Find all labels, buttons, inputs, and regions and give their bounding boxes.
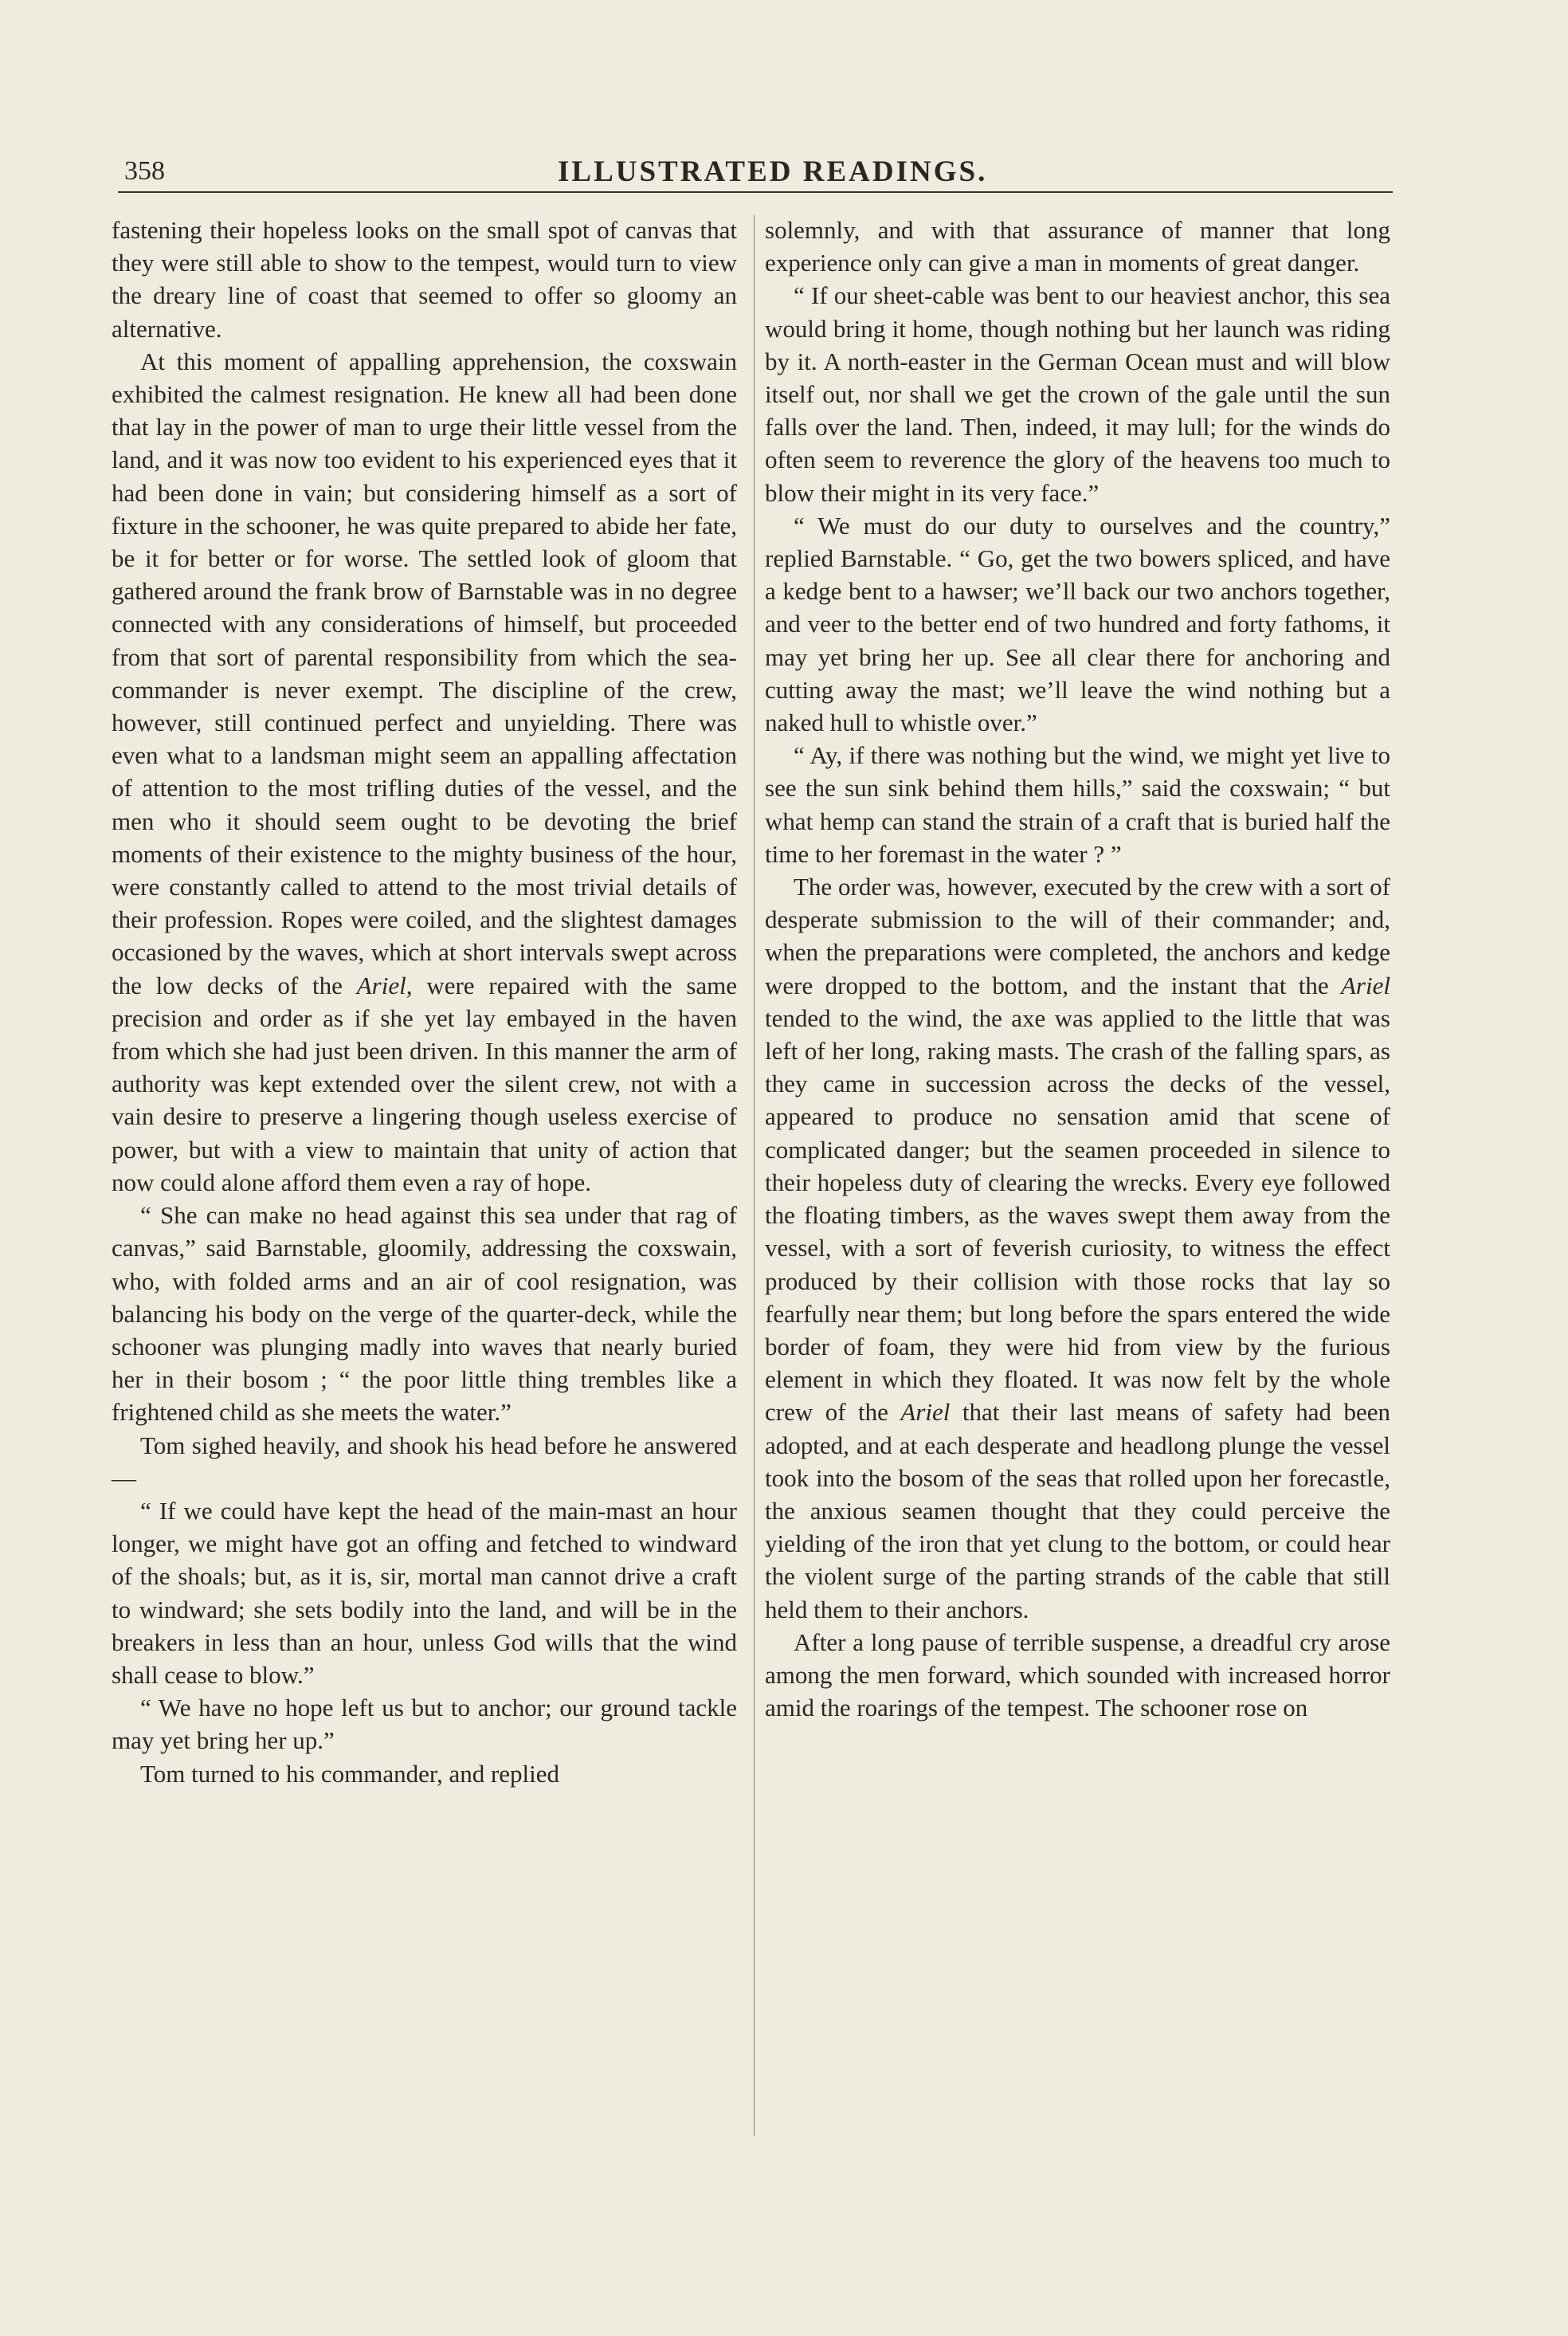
running-title: ILLUSTRATED READINGS. bbox=[558, 155, 988, 188]
paragraph: “ We must do our duty to ourselves and the country,” replied Barnstable. “ Go, get the two bowers spliced, and have a kedge bent to a hawser; we’ll back our two anchors together, and veer to the better end of two hundred and forty fathoms, it may yet bring her up. See all clear there for anchoring and cutting away the mast; we’ll leave the wind nothing but a naked hull to whistle over.” bbox=[765, 511, 1390, 737]
paragraph: “ If our sheet-cable was bent to our heaviest anchor, this sea would bring it home, though nothing but her launch was riding by it. A north-easter in the German Ocean must and will blow itself out, nor shall we get the crown of the gale until the sun falls over the land. Then, indeed, it may lull; for the winds do often seem to reverence the glory of the heavens too much to blow their might in its very face.” bbox=[765, 281, 1390, 507]
paragraph: After a long pause of terrible suspense, a dreadful cry arose among the men forward, which sounded with increased horror amid the roarings of the tempest. The schooner rose on bbox=[765, 1627, 1390, 1722]
ship-name: Ariel bbox=[900, 1398, 951, 1427]
left-text-column bbox=[112, 214, 737, 2142]
paragraph: solemnly, and with that assurance of manner that long experience only can give a man in moments of great danger. bbox=[765, 216, 1390, 277]
right-text-column bbox=[765, 214, 1390, 2142]
page-header bbox=[118, 151, 1393, 193]
paragraph: “ If we could have kept the head of the main-mast an hour longer, we might have got an offing and fetched to windward of the shoals; but, as it is, sir, mortal man cannot drive a craft to windward; she sets bodily into the land, and will be in the breakers in less than an hour, unless God wills that the wind shall cease to blow.” bbox=[112, 1496, 737, 1689]
paragraph: Tom sighed heavily, and shook his head before he answered— bbox=[112, 1431, 737, 1492]
paragraph: “ We have no hope left us but to anchor; our ground tackle may yet bring her up.” bbox=[112, 1694, 737, 1755]
paragraph: “ She can make no head against this sea under that rag of canvas,” said Barnstable, gloomily, addressing the coxswain, who, with folded arms and an air of cool resignation, was balancing his body on the verge of the quarter-deck, while the schooner was plunging madly into waves that nearly buried her in their bosom ; “ the poor little thing trembles like a frightened child as she meets the water.” bbox=[112, 1201, 737, 1427]
paragraph: The order was, however, executed by the crew with a sort of desperate submission to the will of their commander; and, when the preparations were completed, the anchors and kedge were dropped to the bottom, and the instant that the Ariel tended to the wind, the axe was applied to the little that was left of her long, raking masts. The crash of the falling spars, as they came in succession across the decks of the vessel, appeared to produce no sensation amid that scene of complicated danger; but the seamen proceeded in silence to their hopeless duty of clearing the wrecks. Every eye followed the floating timbers, as the waves swept them away from the vessel, with a sort of feverish curiosity, to witness the effect produced by their collision with those rocks that lay so fearfully near them; but long before the spars entered the wide border of foam, they were hid from view by the furious element in which they floated. It was now felt by the whole crew of the Ariel that their last means of safety had been adopted, and at each desperate and headlong plunge the vessel took into the bosom of the seas that rolled upon her forecastle, the anxious seamen thought that they could perceive the yielding of the iron that yet clung to the bottom, or could hear the violent surge of the parting strands of the cable that still held them to their anchors. bbox=[765, 873, 1390, 1623]
page-number: 358 bbox=[124, 156, 165, 186]
paragraph: Tom turned to his commander, and replied bbox=[140, 1759, 560, 1788]
ship-name: Ariel bbox=[1341, 971, 1390, 999]
paragraph: “ Ay, if there was nothing but the wind, we might yet live to see the sun sink behind them hills,” said the coxswain; “ but what hemp can stand the strain of a craft that is buried half the time to her foremast in the water ? ” bbox=[765, 741, 1390, 868]
paragraph: fastening their hopeless looks on the small spot of canvas that they were still able to show to the tempest, would turn to view the dreary line of coast that seemed to offer so gloomy an alternative. bbox=[112, 216, 737, 343]
ship-name: Ariel, bbox=[356, 971, 413, 999]
paragraph: At this moment of appalling apprehension, the coxswain exhibited the calmest resignation. He knew all had been done that lay in the power of man to urge their little vessel from the land, and it was now too evident to his experienced eyes that it had been done in vain; but considering himself as a sort of fixture in the schooner, he was quite prepared to abide her fate, be it for better or for worse. The settled look of gloom that gathered around the frank brow of Barnstable was in no degree connected with any considerations of himself, but proceeded from that sort of parental responsibility from which the sea-commander is never exempt. The discipline of the crew, however, still continued perfect and unyielding. There was even what to a landsman might seem an appalling affectation of attention to the most trifling duties of the vessel, and the men who it should seem ought to be devoting the brief moments of their existence to the mighty business of the hour, were constantly called to attend to the most trivial details of their profession. Ropes were coiled, and the slightest damages occasioned by the waves, which at short intervals swept across the low decks of the Ariel, were repaired with the same precision and order as if she yet lay embayed in the haven from which she had just been driven. In this manner the arm of authority was kept extended over the silent crew, not with a vain desire to preserve a lingering though useless exercise of power, but with a view to maintain that unity of action that now could alone afford them even a ray of hope. bbox=[112, 347, 738, 1196]
column-divider bbox=[754, 215, 755, 2136]
